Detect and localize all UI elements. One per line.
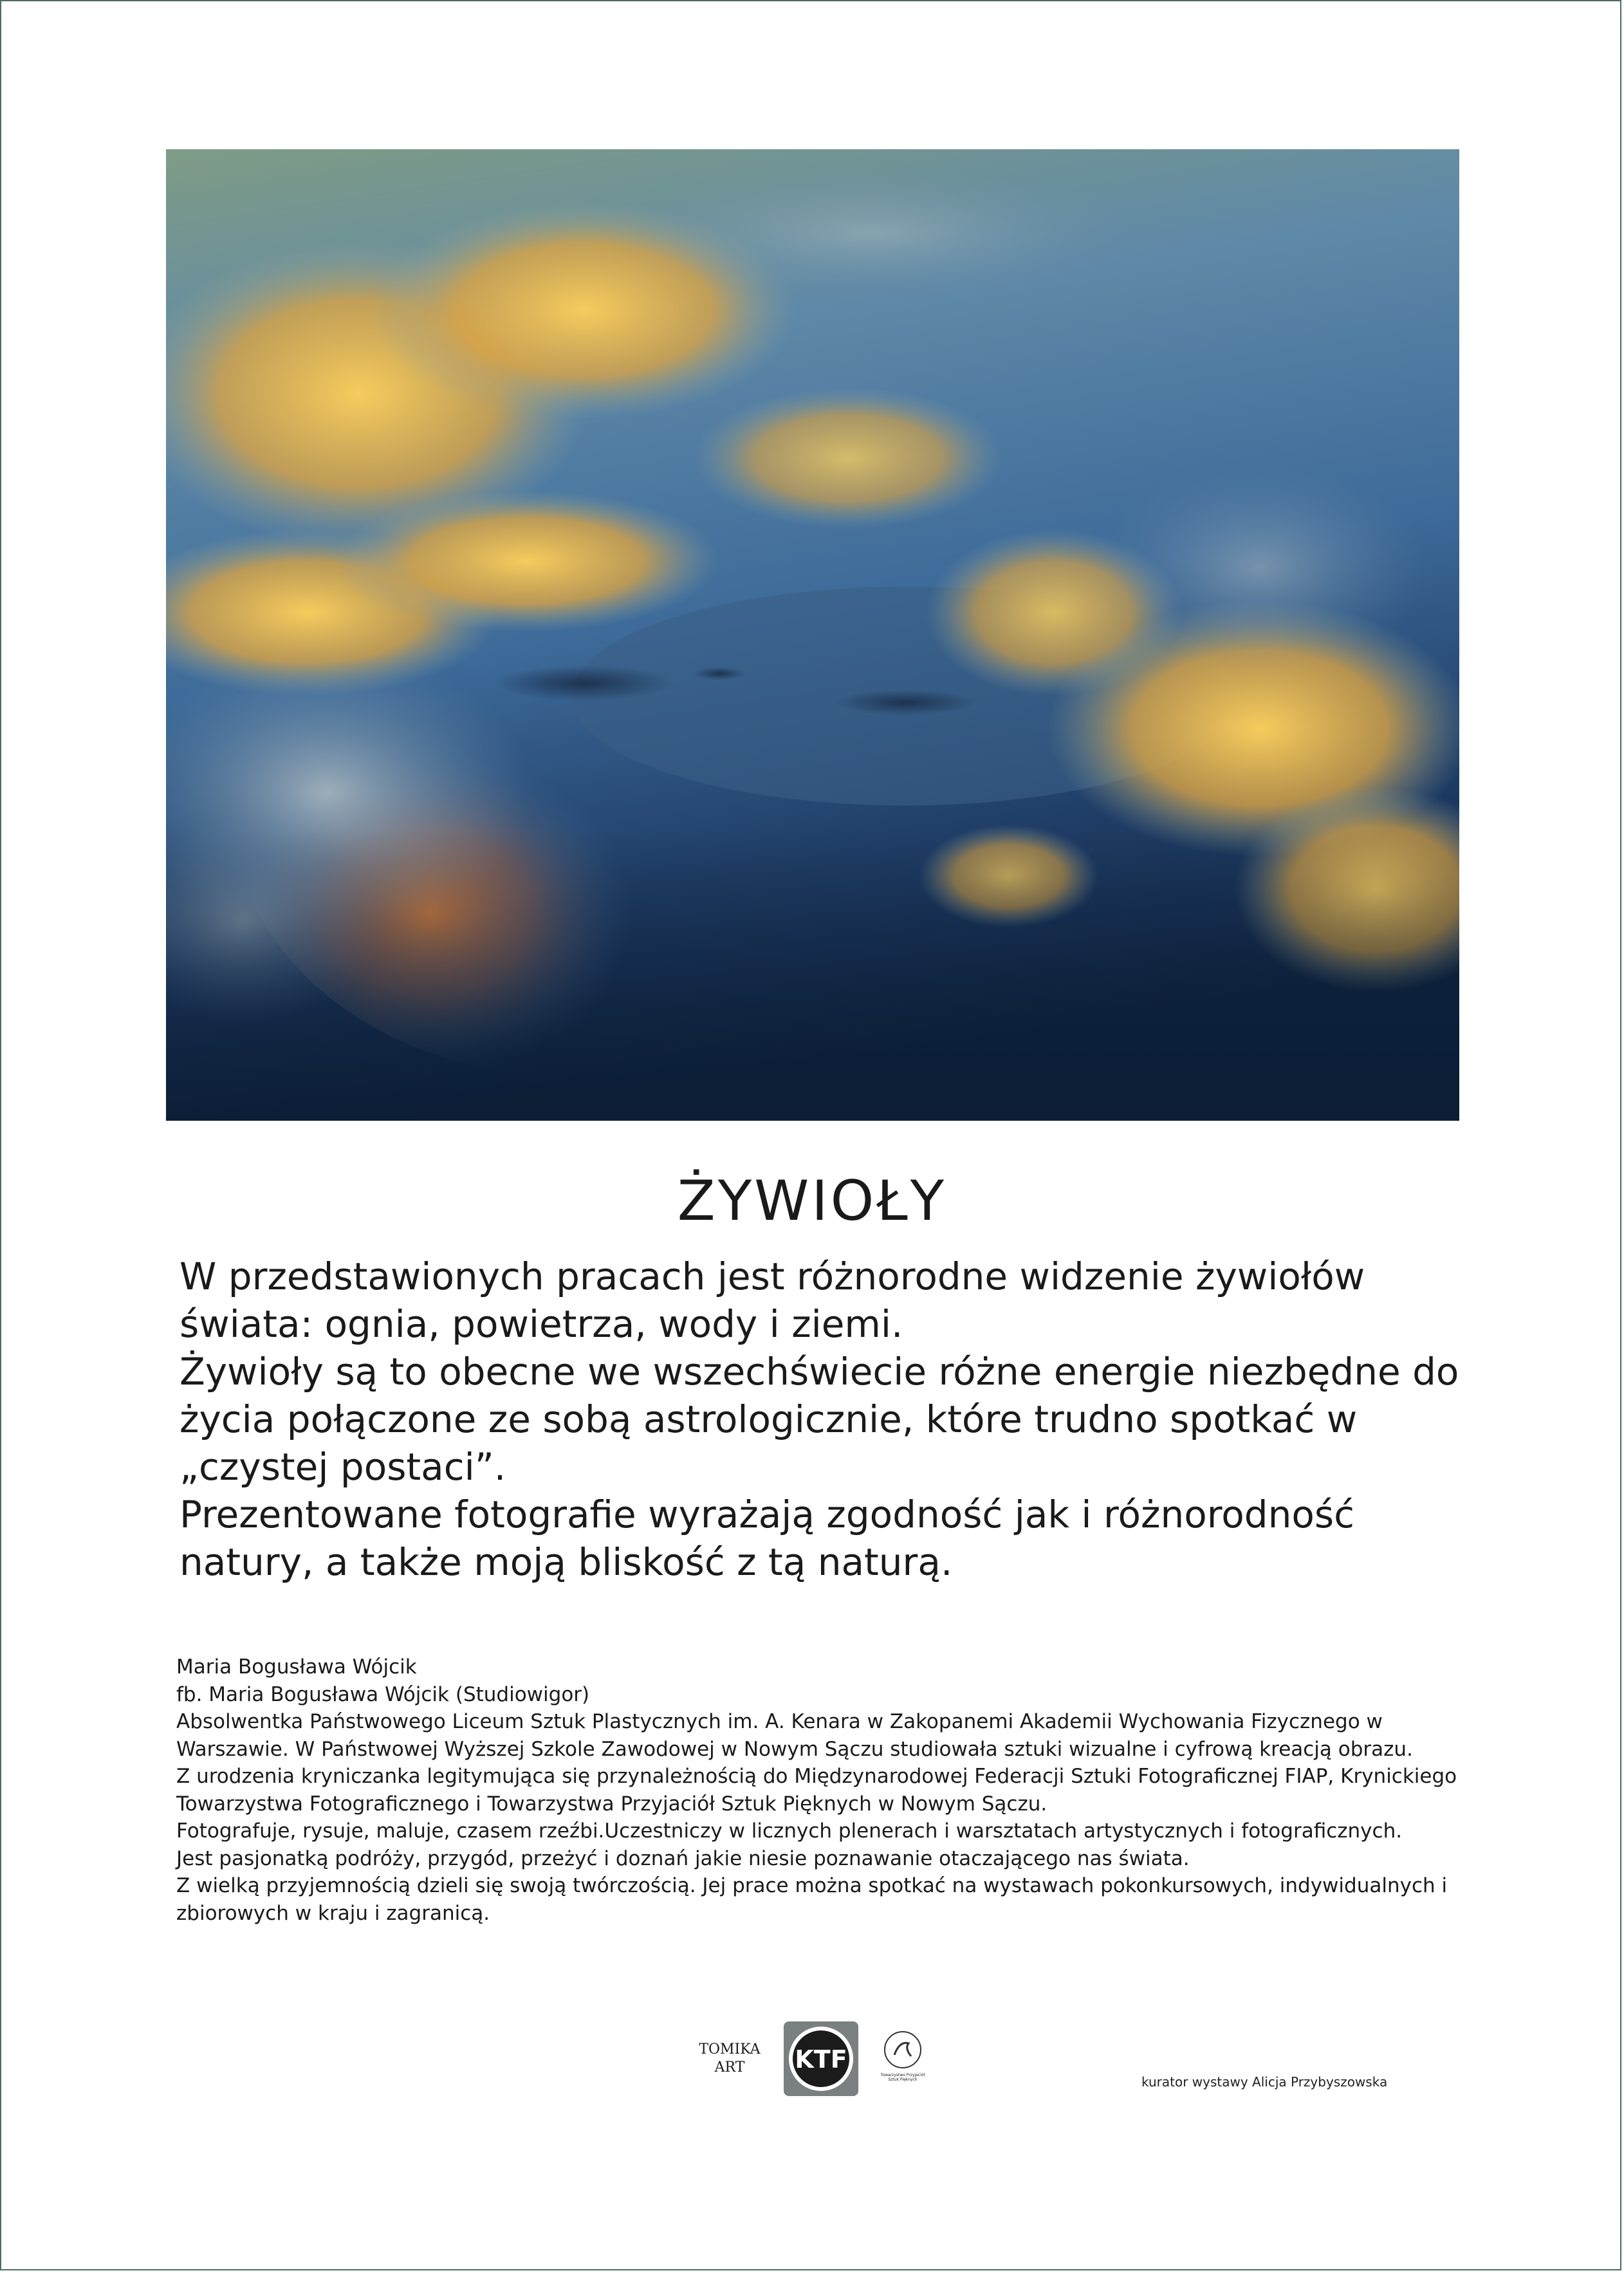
bio-paragraph: Absolwentka Państwowego Liceum Sztuk Plastycznych im. A. Kenara w Zakopanemi Akademii Wychowania Fizycznego w Warszawie. W Państwowej Wyższej Szkole Zawodowej w Nowym Sączu studiowała sztuki wizualne i cyfrową kreacją obrazu. xyxy=(176,1710,1413,1761)
bio-paragraph: Fotografuje, rysuje, maluje, czasem rzeźbi.Uczestniczy w licznych plenerach i warsztatach artystycznych i fotograficznych. xyxy=(176,1819,1403,1843)
ktf-logo xyxy=(784,2021,858,2096)
tomika-art-logo xyxy=(697,2041,762,2086)
bio-paragraph: Jest pasjonatką podróży, przygód, przeżyć i doznań jakie niesie poznawanie otaczającego nas świata. xyxy=(176,1846,1190,1870)
tpsp-logo xyxy=(880,2029,925,2087)
tpsp-logo-text: Towarzystwo Przyjaciół Sztuk Pięknych xyxy=(880,2073,925,2082)
bio-paragraph: Z urodzenia kryniczanka legitymująca się przynależnością do Międzynarodowej Federacji Sztuki Fotograficznej FIAP, Krynickiego Towarzystwa Fotograficznego i Towarzystwa Przyjaciół Sztuk Pięknych w Nowym Sączu. xyxy=(176,1765,1457,1816)
ktf-logo-text: KTF xyxy=(795,2045,847,2074)
tomika-logo-line: TOMIKA xyxy=(699,2041,761,2057)
curator-credit: kurator wystawy Alicja Przybyszowska xyxy=(1141,2074,1388,2090)
intro-paragraph: Prezentowane fotografie wyrażają zgodność jak i różnorodność natury, a także moją bliskość z tą naturą. xyxy=(180,1493,1354,1584)
artist-bio xyxy=(176,1653,1489,1927)
photo-artwork xyxy=(166,149,1459,1121)
intro-paragraph: Żywioły są to obecne we wszechświecie różne energie niezbędne do życia połączone ze sobą astrologicznie, które trudno spotkać w „czystej postaci”. xyxy=(180,1350,1459,1489)
poster-title: ŻYWIOŁY xyxy=(677,1169,947,1233)
artist-facebook: fb. Maria Bogusława Wójcik (Studiowigor) xyxy=(176,1682,590,1706)
artist-name: Maria Bogusława Wójcik xyxy=(176,1655,417,1679)
intro-paragraph: W przedstawionych pracach jest różnorodne widzenie żywiołów świata: ognia, powietrza, wody i ziemi. xyxy=(180,1255,1365,1346)
ktf-logo-mark xyxy=(784,2021,858,2096)
tomika-logo-line: ART xyxy=(714,2059,745,2075)
intro-text xyxy=(180,1253,1479,1586)
bio-paragraph: Z wielką przyjemnością dzieli się swoją twórczością. Jej prace można spotkać na wystawach pokonkursowych, indywidualnych i zbiorowych w kraju i zagranicą. xyxy=(176,1874,1448,1925)
tpsp-logo-mark xyxy=(880,2029,925,2072)
aerial-clouds-photo xyxy=(166,149,1459,1121)
